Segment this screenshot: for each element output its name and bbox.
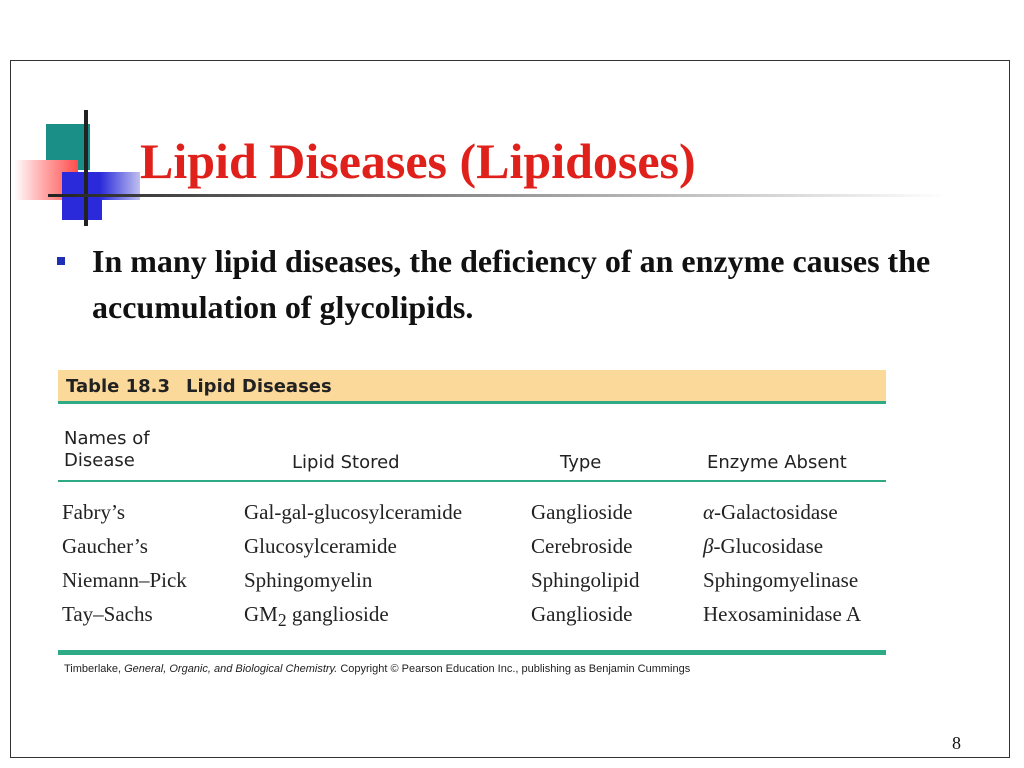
title-underline (48, 194, 948, 197)
bullet-square-icon (57, 257, 65, 265)
table-row (0, 500, 1024, 534)
column-header-lipid: Lipid Stored (292, 452, 400, 473)
page-number: 8 (952, 733, 961, 753)
cell-type: Sphingolipid (531, 568, 640, 592)
cell-lipid: $GM_2$ ganglioside (244, 602, 389, 631)
table-row (0, 568, 1024, 602)
cell-enzyme: Sphingomyelinase (703, 568, 859, 592)
slide-title: Lipid Diseases (Lipidoses) (140, 133, 696, 189)
column-header-enzyme: Enzyme Absent (707, 452, 847, 473)
bullet-text: In many lipid diseases, the deficiency of an enzyme causes the accumulation of glycolipids. (92, 243, 931, 325)
table-name: Lipid Diseases (186, 376, 332, 397)
decor-vertical-line (84, 110, 88, 226)
table-row (0, 534, 1024, 568)
cell-type: Ganglioside (531, 602, 633, 626)
cell-disease: Tay–Sachs (62, 602, 153, 626)
cell-type: Ganglioside (531, 500, 633, 524)
table-header-rule (58, 480, 886, 482)
cell-enzyme: β-Glucosidase (703, 534, 824, 558)
cell-disease: Fabry’s (62, 500, 125, 524)
table-label: Table 18.3 (66, 376, 171, 397)
table-title (66, 376, 332, 397)
cell-lipid: Glucosylceramide (244, 534, 397, 558)
credit-line: Timberlake, General, Organic, and Biological Chemistry. Copyright © Pearson Education Inc., publishing as Benjamin Cummings (64, 663, 691, 675)
cell-disease: Gaucher’s (62, 534, 148, 558)
table-title-bar (58, 370, 886, 404)
table-bottom-rule (58, 650, 886, 655)
cell-type: Cerebroside (531, 534, 633, 558)
cell-enzyme: Hexosaminidase A (703, 602, 862, 626)
column-header-name: Names of Disease (64, 428, 150, 471)
column-header-type: Type (560, 452, 602, 473)
cell-lipid: Gal-gal-glucosylceramide (244, 500, 463, 524)
cell-enzyme: α-Galactosidase (703, 500, 838, 524)
cell-lipid: Sphingomyelin (244, 568, 373, 592)
table-row (0, 602, 1024, 636)
cell-disease: Niemann–Pick (62, 568, 187, 592)
